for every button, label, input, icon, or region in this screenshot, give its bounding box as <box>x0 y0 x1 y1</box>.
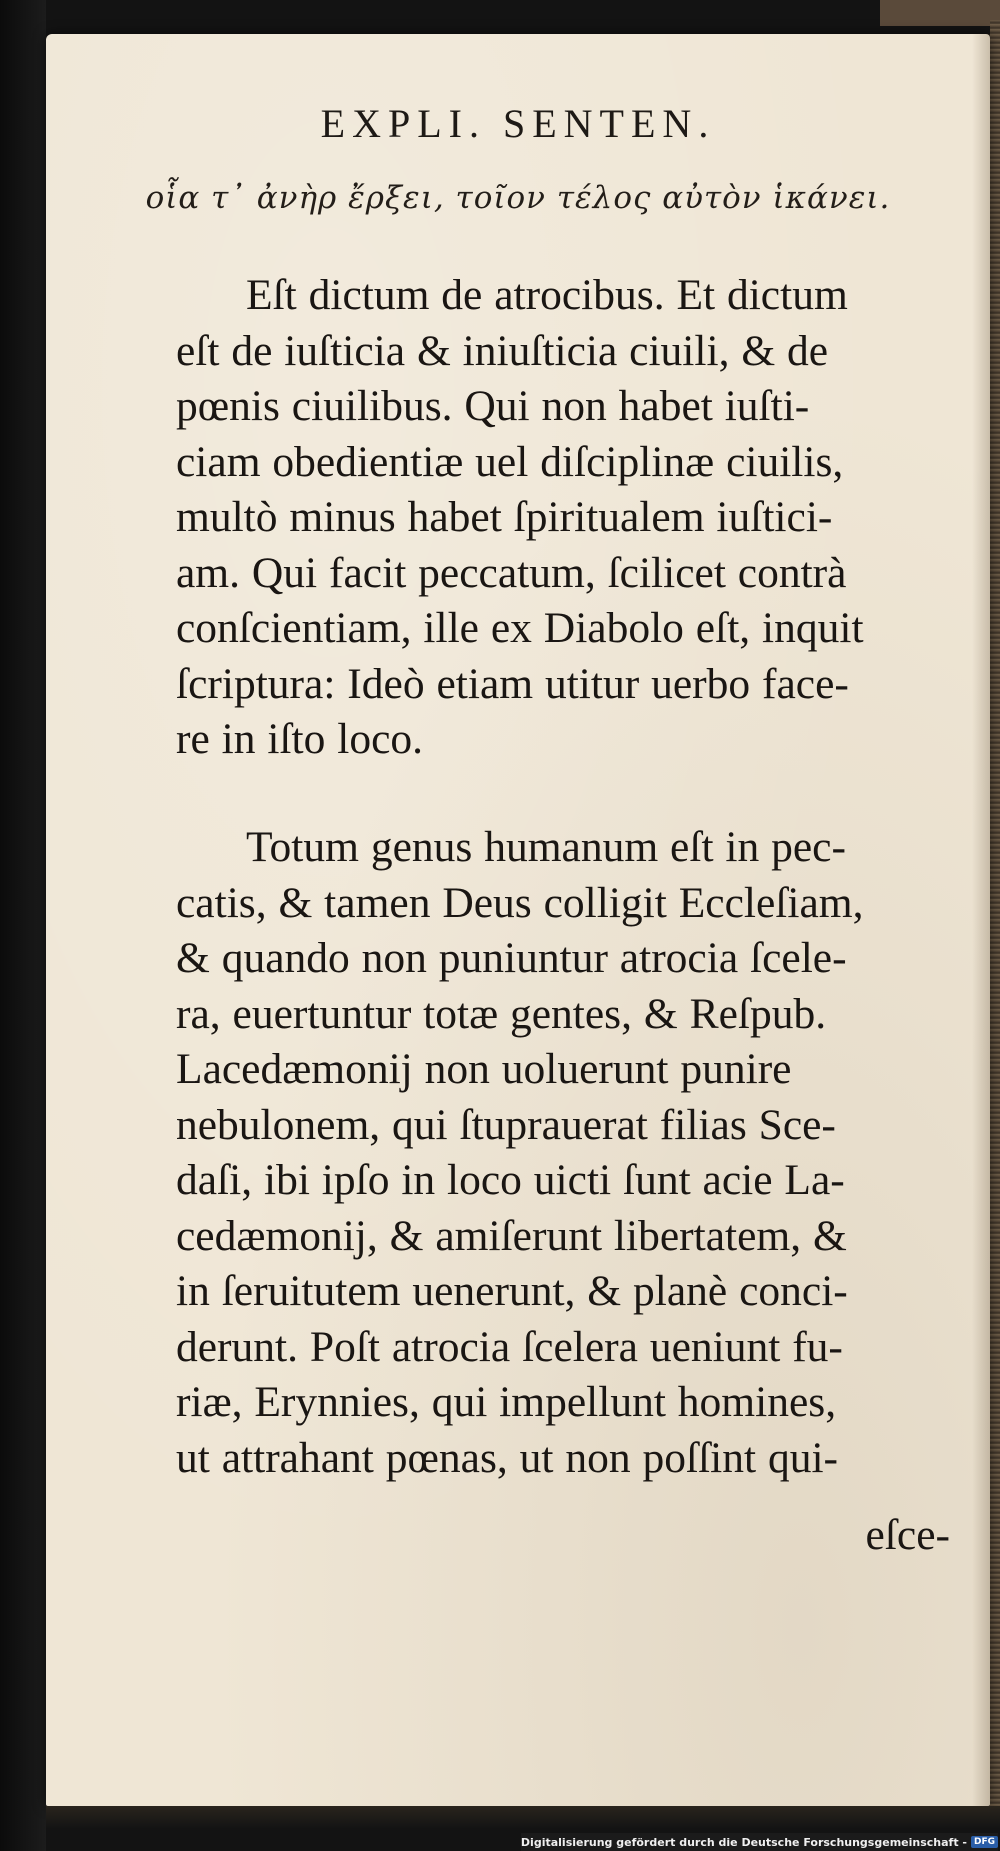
paragraph-2 <box>176 820 956 1486</box>
text-line: Totum genus humanum eſt in pec- <box>246 823 846 871</box>
text-line: cedæmonij, & amiſerunt libertatem, & <box>176 1211 847 1260</box>
text-line: ut attrahant pœnas, ut non poſſint qui- <box>176 1433 839 1482</box>
digitization-credit <box>521 1833 998 1851</box>
text-line: am. Qui facit peccatum, ſcilicet contrà <box>176 548 847 597</box>
scan-bottom-strip <box>46 1806 1000 1828</box>
text-line: ciam obedientiæ uel diſciplinæ ciuilis, <box>176 437 844 486</box>
scan-top-strip <box>880 0 1000 26</box>
running-head: EXPLI. SENTEN. <box>320 101 716 146</box>
dfg-logo-icon: DFG <box>971 1836 998 1848</box>
text-line: nebulonem, qui ſtuprauerat filias Sce- <box>176 1100 836 1149</box>
text-line: catis, & tamen Deus colligit Eccleſiam, <box>176 878 864 927</box>
text-line: derunt. Poſt atrocia ſcelera ueniunt fu- <box>176 1322 843 1371</box>
text-line: eſt de iuſticia & iniuſticia ciuili, & de <box>176 326 829 375</box>
text-line: re in iſto loco. <box>176 715 424 763</box>
text-line: multò minus habet ſpiritualem iuſtici- <box>176 493 833 541</box>
catchword: eſce- <box>865 1511 950 1559</box>
text-line: Eſt dictum de atrocibus. Et dictum <box>246 271 848 319</box>
text-line: Lacedæmonij non uoluerunt punire <box>176 1045 792 1093</box>
credit-text: Digitalisierung gefördert durch die Deutsche Forschungsgemeinschaft - <box>520 1835 967 1849</box>
text-line: pœnis ciuilibus. Qui non habet iuſti- <box>176 382 810 430</box>
greek-epigraph: οἷα τ᾽ ἀνὴρ ἔρξει, τοῖον τέλος αὐτὸν ἱκάνει. <box>145 180 891 216</box>
page-edge-shade <box>972 34 990 1806</box>
text-line: ra, euertuntur totæ gentes, & Reſpub. <box>176 989 827 1038</box>
text-line: & quando non puniuntur atrocia ſcele- <box>176 934 847 982</box>
text-line: in ſeruitutem uenerunt, & planè conci- <box>176 1267 848 1315</box>
text-line: riæ, Erynnies, qui impellunt homines, <box>176 1378 837 1426</box>
text-line: conſcientiam, ille ex Diabolo eſt, inquit <box>176 604 864 652</box>
paragraph-1 <box>176 268 956 768</box>
text-line: ſcriptura: Ideò etiam utitur uerbo face- <box>176 659 849 708</box>
text-line: daſi, ibi ipſo in loco uicti ſunt acie La- <box>176 1156 845 1204</box>
page-stack-edge <box>990 20 1000 1820</box>
scan-left-shadow <box>0 0 46 1851</box>
